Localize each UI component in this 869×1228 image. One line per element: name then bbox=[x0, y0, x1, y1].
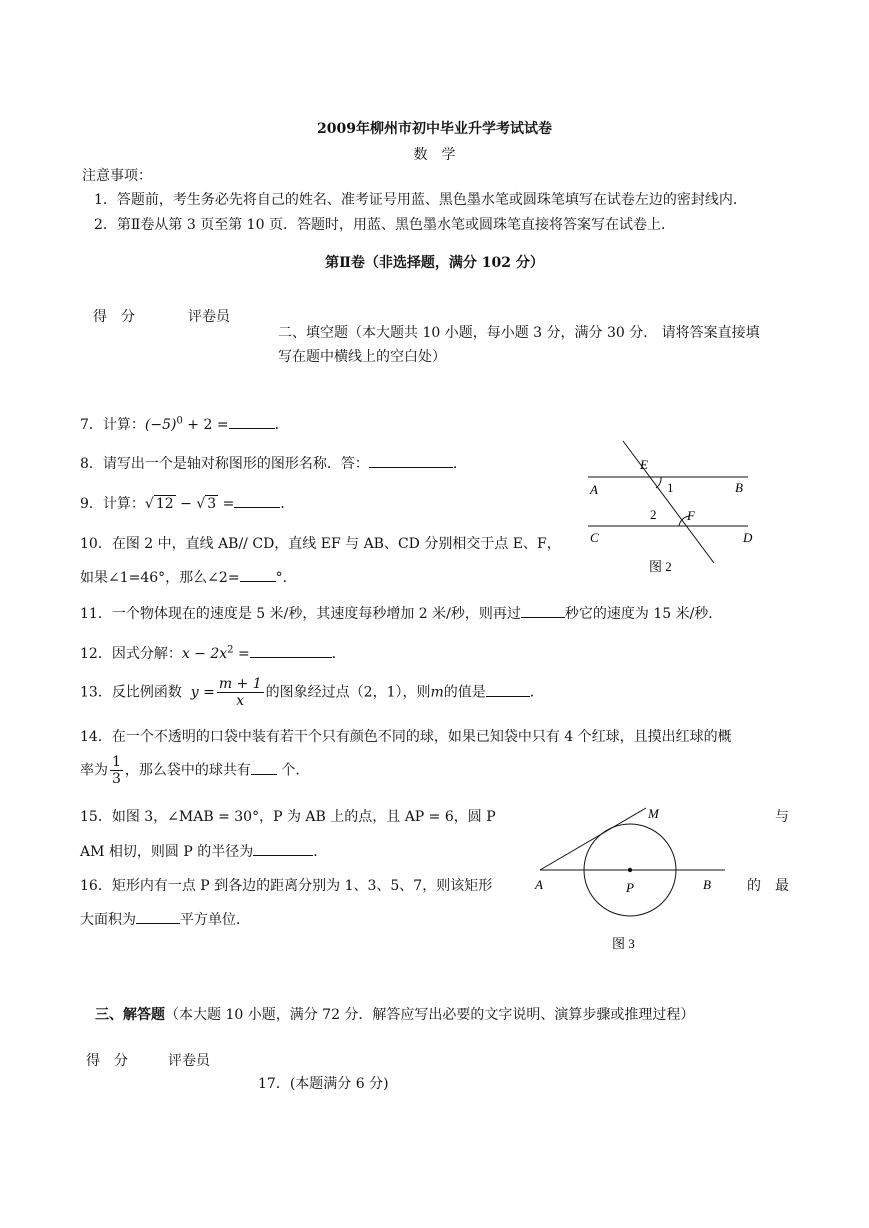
question-16-line2: 大面积为 平方单位． bbox=[80, 912, 250, 928]
label-p: P bbox=[626, 880, 634, 895]
label-c: C bbox=[590, 530, 599, 545]
question-14-line2: 率为 $\frac{1}{3}$ ，那么袋中的球共有 个. bbox=[80, 754, 300, 787]
question-9: 9．计算：√ 12 − √ 3 = ． bbox=[80, 496, 295, 512]
question-14-line1: 14．在一个不透明的口袋中装有若干个只有颜色不同的球，如果已知袋中只有 4 个红球，且摸出红球的概 bbox=[80, 729, 732, 745]
answer-blank-14[interactable] bbox=[251, 762, 277, 775]
answer-blank-12[interactable] bbox=[250, 645, 332, 658]
question-10-line2: 如果∠1=46°，那么∠2= °． bbox=[80, 570, 297, 586]
score-label-2: 得 分 bbox=[86, 1053, 128, 1069]
label-angle-1: 1 bbox=[667, 480, 674, 495]
section2-heading-line2: 写在题中横线上的空白处） bbox=[278, 349, 446, 365]
answer-blank-15[interactable] bbox=[253, 843, 313, 856]
answer-blank-16[interactable] bbox=[136, 911, 180, 924]
grader-label: 评卷员 bbox=[188, 309, 230, 325]
label-a: A bbox=[590, 482, 598, 497]
label-d: D bbox=[743, 530, 753, 545]
answer-blank-11[interactable] bbox=[521, 605, 565, 618]
section3-heading: 三、解答题（本大题 10 小题，满分 72 分．解答应写出必要的文字说明、演算步骤或推理过程） bbox=[95, 1007, 695, 1023]
label-a: A bbox=[535, 877, 543, 892]
answer-blank-7[interactable] bbox=[229, 416, 275, 429]
question-12: 12．因式分解：$x - 2x^2$ = ． bbox=[80, 644, 346, 662]
question-13: 13．反比例函数 y = $\frac{m + 1}{x}$ 的图象经过点（2，1），则m的值是 ． bbox=[80, 676, 544, 709]
question-11: 11．一个物体现在的速度是 5 米/秒，其速度每秒增加 2 米/秒，则再过 秒它的速度为 15 米/秒． bbox=[80, 606, 723, 622]
question-7: 7．计算：$(-5)^0 + 2$ = ． bbox=[80, 415, 289, 433]
question-16-line1-right: 的 最 bbox=[747, 878, 789, 894]
answer-blank-13[interactable] bbox=[486, 684, 530, 697]
question-15-line1-right: 与 bbox=[775, 809, 789, 825]
figure-2 bbox=[583, 436, 763, 586]
line-ef bbox=[623, 441, 714, 563]
question-17-heading: 17．(本题满分 6 分) bbox=[258, 1076, 389, 1092]
answer-blank-8[interactable] bbox=[369, 455, 453, 468]
notice-item-2: 2．第Ⅱ卷从第 3 页至第 10 页．答题时，用蓝、黑色墨水笔或圆珠笔直接将答案写在试卷上． bbox=[94, 217, 675, 233]
part2-title: 第Ⅱ卷（非选择题，满分 102 分） bbox=[325, 255, 544, 271]
figure-3-caption: 图 3 bbox=[612, 936, 635, 951]
answer-blank-10[interactable] bbox=[240, 569, 276, 582]
point-p bbox=[628, 868, 632, 872]
exam-title: 2009年柳州市初中毕业升学考试试卷 bbox=[317, 121, 552, 137]
subject-label: 数 学 bbox=[413, 147, 456, 163]
label-e: E bbox=[640, 457, 648, 472]
label-m: M bbox=[648, 806, 659, 821]
question-15-line2: AM 相切，则圆 P 的半径为 ． bbox=[80, 844, 328, 860]
notice-heading: 注意事项： bbox=[82, 168, 152, 184]
answer-blank-9[interactable] bbox=[234, 495, 280, 508]
line-am bbox=[540, 808, 646, 870]
question-8: 8．请写出一个是轴对称图形的图形名称．答： ． bbox=[80, 456, 467, 472]
section2-heading-line1: 二、填空题（本大题共 10 小题，每小题 3 分，满分 30 分． 请将答案直接填 bbox=[278, 325, 760, 341]
label-f: F bbox=[687, 508, 695, 523]
question-10-line1: 10．在图 2 中，直线 AB// CD，直线 EF 与 AB、CD 分别相交于点 E、F， bbox=[80, 536, 561, 552]
figure-2-caption: 图 2 bbox=[649, 559, 672, 574]
label-angle-2: 2 bbox=[650, 507, 657, 522]
question-16-line1: 16．矩形内有一点 P 到各边的距离分别为 1、3、5、7，则该矩形 bbox=[80, 878, 493, 894]
label-b: B bbox=[703, 877, 711, 892]
figure-3 bbox=[530, 796, 740, 956]
score-label: 得 分 bbox=[93, 309, 135, 325]
question-15-line1: 15．如图 3，∠MAB = 30°，P 为 AB 上的点，且 AP = 6，圆 P bbox=[80, 809, 496, 825]
grader-label-2: 评卷员 bbox=[168, 1053, 210, 1069]
label-b: B bbox=[735, 480, 743, 495]
notice-item-1: 1．答题前，考生务必先将自己的姓名、准考证号用蓝、黑色墨水笔或圆珠笔填写在试卷左边的密封线内． bbox=[94, 192, 747, 208]
